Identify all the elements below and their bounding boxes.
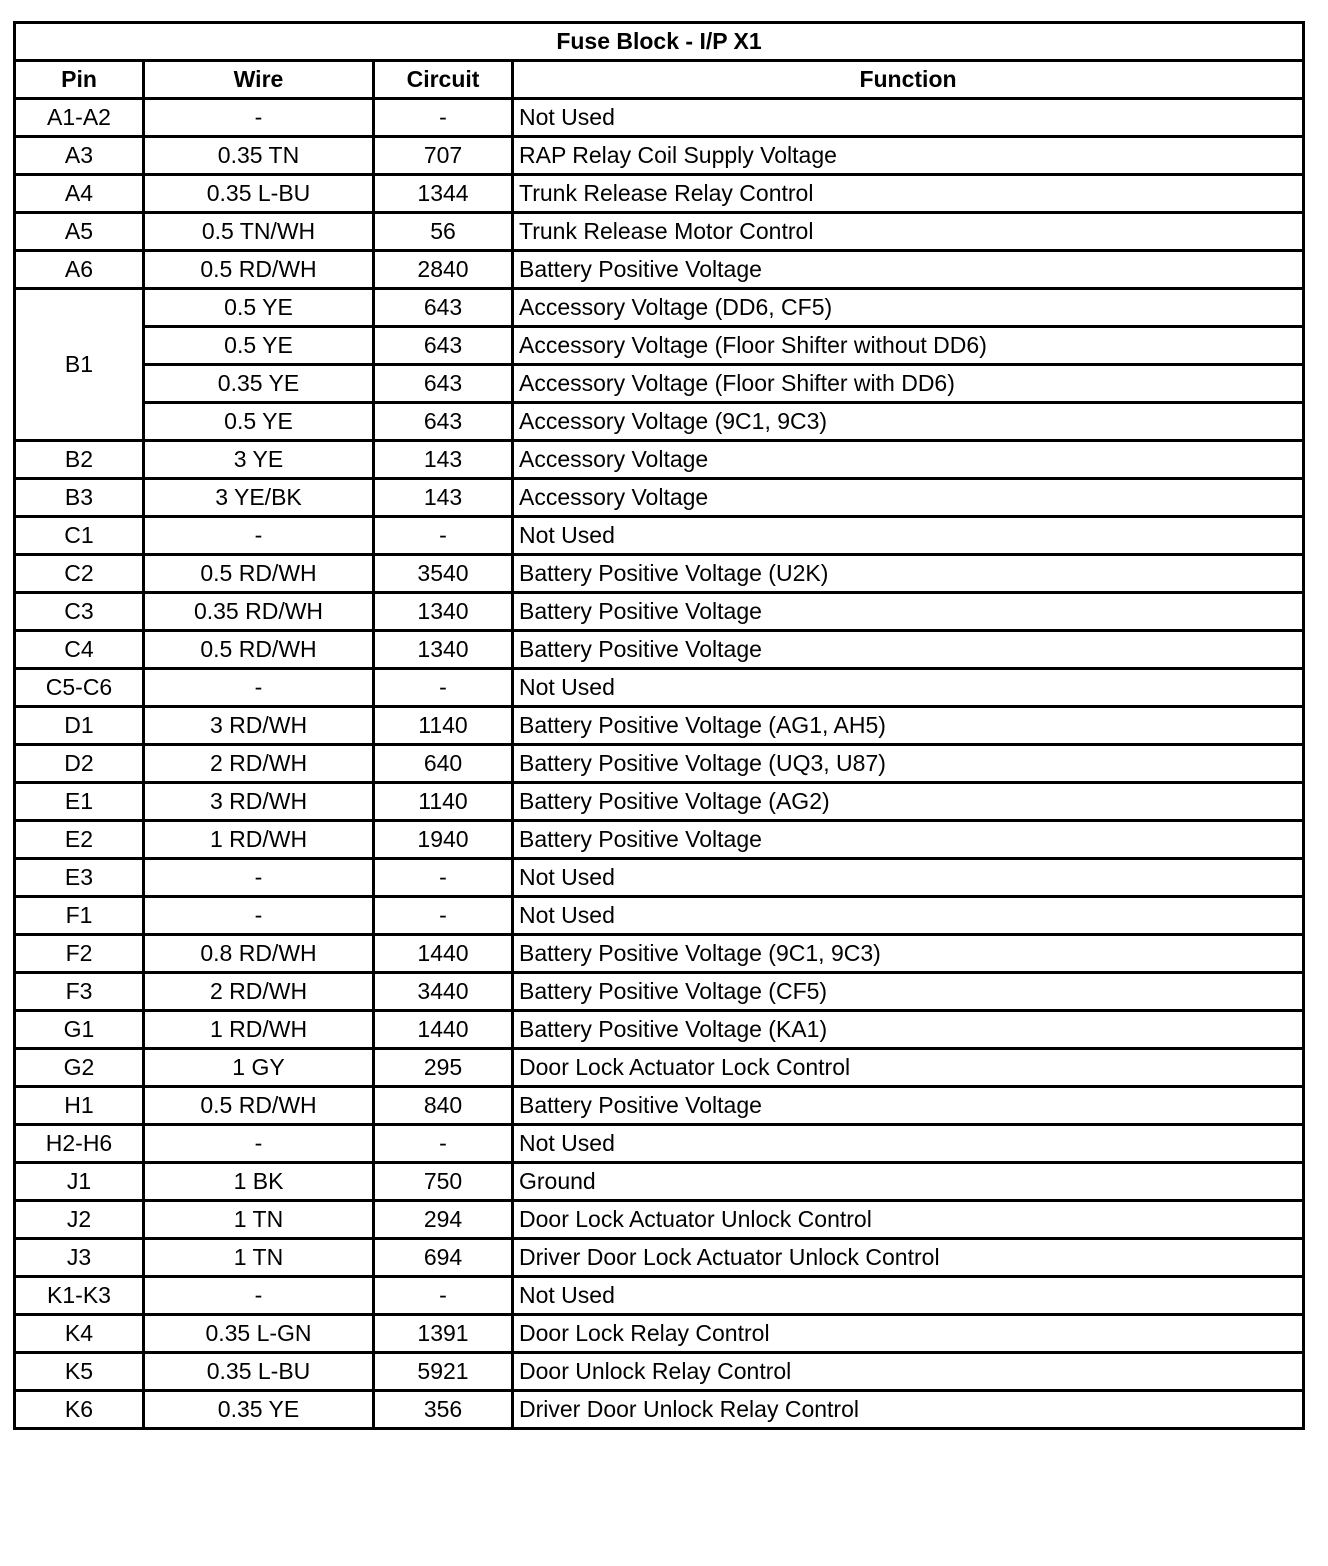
cell-pin: H2-H6 — [15, 1125, 144, 1163]
cell-circuit: 143 — [374, 479, 513, 517]
cell-pin: C2 — [15, 555, 144, 593]
cell-wire: 0.35 L-BU — [144, 175, 374, 213]
table-row — [15, 1087, 1304, 1125]
cell-pin: A3 — [15, 137, 144, 175]
cell-function: Not Used — [513, 859, 1304, 897]
cell-pin: D2 — [15, 745, 144, 783]
table-header-row — [15, 61, 1304, 99]
cell-wire: - — [144, 1277, 374, 1315]
cell-pin: E3 — [15, 859, 144, 897]
cell-circuit: 707 — [374, 137, 513, 175]
table-row — [15, 973, 1304, 1011]
cell-function: Battery Positive Voltage (CF5) — [513, 973, 1304, 1011]
cell-function: Driver Door Unlock Relay Control — [513, 1391, 1304, 1429]
table-row — [15, 403, 1304, 441]
cell-wire: 0.35 TN — [144, 137, 374, 175]
table-row — [15, 517, 1304, 555]
cell-pin: B3 — [15, 479, 144, 517]
cell-function: Not Used — [513, 897, 1304, 935]
table-row — [15, 1049, 1304, 1087]
cell-circuit: - — [374, 1277, 513, 1315]
cell-wire: - — [144, 859, 374, 897]
cell-function: Battery Positive Voltage — [513, 593, 1304, 631]
cell-function: Accessory Voltage — [513, 441, 1304, 479]
cell-wire: - — [144, 1125, 374, 1163]
table-row — [15, 289, 1304, 327]
cell-circuit: 1940 — [374, 821, 513, 859]
cell-pin: J3 — [15, 1239, 144, 1277]
cell-function: Not Used — [513, 517, 1304, 555]
cell-pin: G1 — [15, 1011, 144, 1049]
cell-circuit: - — [374, 1125, 513, 1163]
cell-function: Battery Positive Voltage (AG2) — [513, 783, 1304, 821]
table-row — [15, 1277, 1304, 1315]
cell-wire: 0.5 RD/WH — [144, 555, 374, 593]
cell-function: Battery Positive Voltage — [513, 821, 1304, 859]
fuse-block-table — [13, 21, 1305, 1430]
cell-wire: 3 RD/WH — [144, 707, 374, 745]
cell-circuit: 750 — [374, 1163, 513, 1201]
cell-function: Not Used — [513, 1125, 1304, 1163]
cell-wire: 0.5 TN/WH — [144, 213, 374, 251]
cell-pin: A4 — [15, 175, 144, 213]
cell-pin: K1-K3 — [15, 1277, 144, 1315]
table-title-row — [15, 23, 1304, 61]
table-row — [15, 669, 1304, 707]
cell-function: Battery Positive Voltage — [513, 631, 1304, 669]
table-row — [15, 137, 1304, 175]
cell-pin: G2 — [15, 1049, 144, 1087]
cell-wire: 0.5 RD/WH — [144, 251, 374, 289]
cell-pin: B1 — [15, 289, 144, 441]
table-title: Fuse Block - I/P X1 — [15, 23, 1304, 61]
cell-wire: 0.5 YE — [144, 403, 374, 441]
cell-wire: 1 GY — [144, 1049, 374, 1087]
cell-circuit: 1340 — [374, 593, 513, 631]
table-row — [15, 175, 1304, 213]
cell-function: Not Used — [513, 99, 1304, 137]
cell-function: Accessory Voltage (DD6, CF5) — [513, 289, 1304, 327]
cell-circuit: - — [374, 669, 513, 707]
cell-function: Accessory Voltage (9C1, 9C3) — [513, 403, 1304, 441]
cell-function: Trunk Release Motor Control — [513, 213, 1304, 251]
table-row — [15, 1391, 1304, 1429]
cell-wire: 0.35 RD/WH — [144, 593, 374, 631]
table-row — [15, 327, 1304, 365]
cell-circuit: 1391 — [374, 1315, 513, 1353]
table-row — [15, 1125, 1304, 1163]
cell-circuit: 356 — [374, 1391, 513, 1429]
cell-wire: - — [144, 99, 374, 137]
cell-circuit: 1344 — [374, 175, 513, 213]
cell-pin: K5 — [15, 1353, 144, 1391]
cell-function: Battery Positive Voltage (KA1) — [513, 1011, 1304, 1049]
table-body — [15, 99, 1304, 1429]
cell-function: Battery Positive Voltage (UQ3, U87) — [513, 745, 1304, 783]
cell-circuit: 643 — [374, 403, 513, 441]
cell-pin: H1 — [15, 1087, 144, 1125]
table-row — [15, 1011, 1304, 1049]
cell-pin: F3 — [15, 973, 144, 1011]
table-row — [15, 479, 1304, 517]
cell-circuit: - — [374, 517, 513, 555]
table-row — [15, 1315, 1304, 1353]
cell-wire: 3 YE — [144, 441, 374, 479]
cell-pin: A6 — [15, 251, 144, 289]
cell-pin: D1 — [15, 707, 144, 745]
table-row — [15, 251, 1304, 289]
cell-pin: J2 — [15, 1201, 144, 1239]
cell-function: Door Unlock Relay Control — [513, 1353, 1304, 1391]
cell-function: Battery Positive Voltage (U2K) — [513, 555, 1304, 593]
cell-function: Accessory Voltage — [513, 479, 1304, 517]
cell-circuit: 294 — [374, 1201, 513, 1239]
cell-wire: 1 RD/WH — [144, 821, 374, 859]
cell-wire: 0.8 RD/WH — [144, 935, 374, 973]
cell-wire: 0.35 YE — [144, 1391, 374, 1429]
cell-function: Not Used — [513, 1277, 1304, 1315]
cell-pin: C1 — [15, 517, 144, 555]
cell-wire: 0.5 RD/WH — [144, 631, 374, 669]
cell-function: Not Used — [513, 669, 1304, 707]
cell-pin: K6 — [15, 1391, 144, 1429]
cell-pin: A1-A2 — [15, 99, 144, 137]
table-row — [15, 365, 1304, 403]
table-row — [15, 1163, 1304, 1201]
cell-pin: J1 — [15, 1163, 144, 1201]
table-row — [15, 441, 1304, 479]
table-row — [15, 707, 1304, 745]
cell-function: Battery Positive Voltage (AG1, AH5) — [513, 707, 1304, 745]
table-row — [15, 555, 1304, 593]
cell-circuit: 1440 — [374, 1011, 513, 1049]
cell-pin: E1 — [15, 783, 144, 821]
cell-wire: 0.35 L-BU — [144, 1353, 374, 1391]
table-row — [15, 821, 1304, 859]
cell-circuit: 2840 — [374, 251, 513, 289]
cell-wire: 0.5 RD/WH — [144, 1087, 374, 1125]
cell-function: Battery Positive Voltage — [513, 251, 1304, 289]
table-row — [15, 745, 1304, 783]
cell-circuit: 56 — [374, 213, 513, 251]
cell-circuit: 3440 — [374, 973, 513, 1011]
cell-pin: C5-C6 — [15, 669, 144, 707]
cell-circuit: 840 — [374, 1087, 513, 1125]
table-row — [15, 1353, 1304, 1391]
cell-circuit: - — [374, 99, 513, 137]
cell-circuit: 1140 — [374, 783, 513, 821]
table-row — [15, 631, 1304, 669]
cell-wire: 2 RD/WH — [144, 745, 374, 783]
table-row — [15, 213, 1304, 251]
cell-wire: 0.5 YE — [144, 327, 374, 365]
cell-circuit: 3540 — [374, 555, 513, 593]
header-function: Function — [513, 61, 1304, 99]
cell-function: Accessory Voltage (Floor Shifter with DD6) — [513, 365, 1304, 403]
cell-pin: A5 — [15, 213, 144, 251]
cell-circuit: 694 — [374, 1239, 513, 1277]
cell-circuit: 640 — [374, 745, 513, 783]
cell-function: Door Lock Relay Control — [513, 1315, 1304, 1353]
table-row — [15, 99, 1304, 137]
cell-circuit: 643 — [374, 327, 513, 365]
cell-wire: - — [144, 669, 374, 707]
cell-wire: 0.35 YE — [144, 365, 374, 403]
cell-circuit: - — [374, 897, 513, 935]
cell-wire: - — [144, 517, 374, 555]
table-row — [15, 1201, 1304, 1239]
cell-function: Driver Door Lock Actuator Unlock Control — [513, 1239, 1304, 1277]
cell-function: Door Lock Actuator Lock Control — [513, 1049, 1304, 1087]
cell-wire: 1 TN — [144, 1201, 374, 1239]
cell-pin: K4 — [15, 1315, 144, 1353]
cell-circuit: 643 — [374, 365, 513, 403]
cell-function: Ground — [513, 1163, 1304, 1201]
cell-wire: 1 TN — [144, 1239, 374, 1277]
cell-pin: E2 — [15, 821, 144, 859]
cell-wire: 3 YE/BK — [144, 479, 374, 517]
table-row — [15, 1239, 1304, 1277]
header-circuit: Circuit — [374, 61, 513, 99]
cell-wire: 1 BK — [144, 1163, 374, 1201]
cell-wire: 3 RD/WH — [144, 783, 374, 821]
cell-circuit: 1340 — [374, 631, 513, 669]
table-row — [15, 935, 1304, 973]
cell-function: RAP Relay Coil Supply Voltage — [513, 137, 1304, 175]
cell-wire: 0.5 YE — [144, 289, 374, 327]
cell-pin: F1 — [15, 897, 144, 935]
table-row — [15, 783, 1304, 821]
cell-wire: 0.35 L-GN — [144, 1315, 374, 1353]
cell-wire: 2 RD/WH — [144, 973, 374, 1011]
cell-wire: 1 RD/WH — [144, 1011, 374, 1049]
table-row — [15, 593, 1304, 631]
cell-pin: C3 — [15, 593, 144, 631]
cell-circuit: 5921 — [374, 1353, 513, 1391]
cell-function: Accessory Voltage (Floor Shifter without DD6) — [513, 327, 1304, 365]
cell-pin: F2 — [15, 935, 144, 973]
cell-circuit: - — [374, 859, 513, 897]
cell-function: Battery Positive Voltage — [513, 1087, 1304, 1125]
cell-pin: C4 — [15, 631, 144, 669]
table-row — [15, 897, 1304, 935]
cell-wire: - — [144, 897, 374, 935]
cell-function: Battery Positive Voltage (9C1, 9C3) — [513, 935, 1304, 973]
cell-function: Door Lock Actuator Unlock Control — [513, 1201, 1304, 1239]
header-pin: Pin — [15, 61, 144, 99]
cell-circuit: 295 — [374, 1049, 513, 1087]
cell-circuit: 143 — [374, 441, 513, 479]
cell-circuit: 1440 — [374, 935, 513, 973]
cell-pin: B2 — [15, 441, 144, 479]
header-wire: Wire — [144, 61, 374, 99]
cell-circuit: 643 — [374, 289, 513, 327]
cell-function: Trunk Release Relay Control — [513, 175, 1304, 213]
table-row — [15, 859, 1304, 897]
cell-circuit: 1140 — [374, 707, 513, 745]
